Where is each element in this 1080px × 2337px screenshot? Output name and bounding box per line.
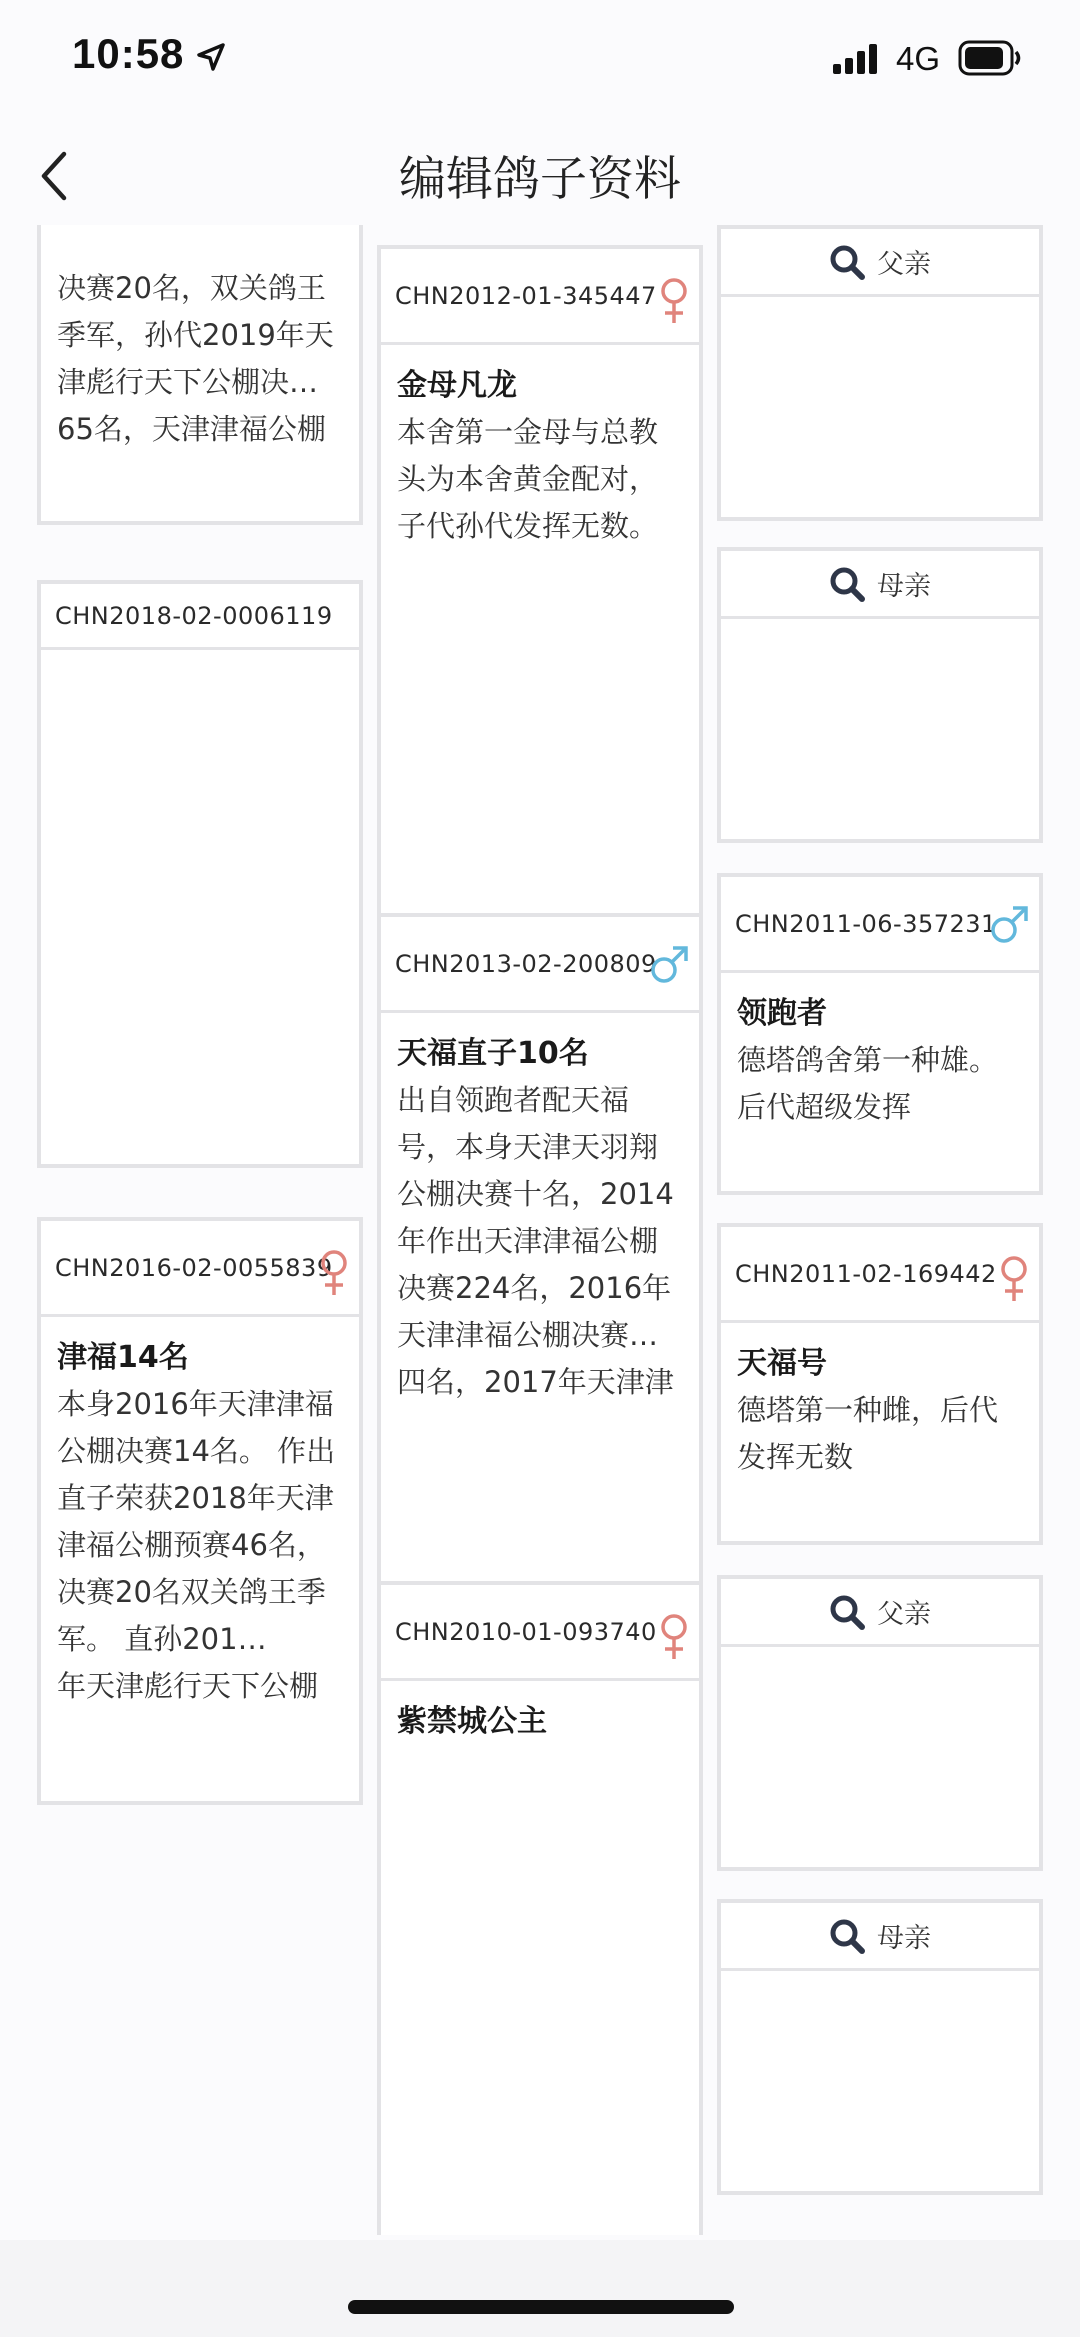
pigeon-card-7[interactable]: [717, 873, 1043, 1195]
search-icon: [829, 244, 865, 280]
pigeon-name: 津福14名: [57, 1340, 189, 1375]
ring-number: CHN2011-06-357231: [735, 909, 997, 938]
ring-number: CHN2018-02-0006119: [55, 601, 333, 630]
pigeon-card-2[interactable]: [37, 580, 363, 1168]
pigeon-card-3[interactable]: [37, 1217, 363, 1805]
home-indicator[interactable]: [348, 2300, 734, 2314]
pigeon-card-8[interactable]: [717, 1223, 1043, 1545]
female-icon: [319, 1249, 349, 1297]
select-mother-card-2[interactable]: [717, 1899, 1043, 2195]
pedigree-tree: [0, 225, 1080, 2235]
select-mother-label: 母亲: [877, 571, 931, 602]
pigeon-name: 领跑者: [737, 996, 827, 1031]
female-icon: [999, 1255, 1029, 1303]
pigeon-description: 决赛20名，双关鸽王季军，孙代2019年天津彪行天下公棚决…: [57, 271, 334, 399]
ring-number: CHN2012-01-345447: [395, 281, 657, 310]
pigeon-card-6[interactable]: [377, 1581, 703, 2235]
female-icon: [659, 1613, 689, 1661]
network-label: 4G: [896, 40, 941, 77]
ring-number: CHN2013-02-200809: [395, 949, 657, 978]
ring-number: CHN2016-02-0055839: [55, 1253, 333, 1282]
select-father-label: 父亲: [877, 249, 931, 280]
pigeon-name: 紫禁城公主: [397, 1704, 547, 1739]
search-icon: [829, 1918, 865, 1954]
signal-icon: [833, 44, 883, 74]
male-icon: [649, 945, 689, 985]
select-father-label: 父亲: [877, 1599, 931, 1630]
ring-number: CHN2010-01-093740: [395, 1617, 657, 1646]
female-icon: [659, 277, 689, 325]
battery-icon: [958, 40, 1022, 76]
nav-bar: [0, 120, 1080, 230]
location-arrow-icon: [196, 42, 226, 72]
select-father-card[interactable]: [717, 225, 1043, 521]
pigeon-description-more: 四名，2017年天津津: [397, 1365, 674, 1399]
pigeon-name: 天福直子10名: [397, 1036, 589, 1071]
male-icon: [989, 905, 1029, 945]
pigeon-name: 金母凡龙: [397, 368, 517, 403]
pigeon-description-more: 年天津彪行天下公棚: [57, 1669, 319, 1703]
page-title: 编辑鸽子资料: [399, 152, 681, 207]
pigeon-description: 本身2016年天津津福公棚决赛14名。 作出直子荣获2018年天津津福公棚预赛46名，决赛20名双关鸽王季军。 直孙201…: [57, 1387, 336, 1656]
select-father-card-2[interactable]: [717, 1575, 1043, 1871]
select-mother-label: 母亲: [877, 1923, 931, 1954]
status-time: 10:58: [72, 30, 185, 77]
status-bar: [0, 0, 1080, 110]
bottom-area: [0, 2240, 1080, 2337]
select-mother-card[interactable]: [717, 547, 1043, 843]
pigeon-description: 德塔鸽舍第一种雄。后代超级发挥: [737, 1043, 999, 1124]
pigeon-name: 天福号: [737, 1346, 827, 1381]
search-icon: [829, 566, 865, 602]
pigeon-description: 德塔第一种雌，后代发挥无数: [737, 1393, 999, 1474]
search-icon: [829, 1594, 865, 1630]
pigeon-description: 本舍第一金母与总教头为本舍黄金配对，子代孙代发挥无数。: [397, 415, 659, 543]
pigeon-description-more: 65名，天津津福公棚: [57, 412, 326, 446]
ring-number: CHN2011-02-169442: [735, 1259, 997, 1288]
pigeon-description: 出自领跑者配天福号，本身天津天羽翔公棚决赛十名，2014年作出天津津福公棚决赛224名，2016年天津津福公棚决赛…: [397, 1083, 674, 1352]
pigeon-card-grandparent-top[interactable]: [37, 225, 363, 525]
